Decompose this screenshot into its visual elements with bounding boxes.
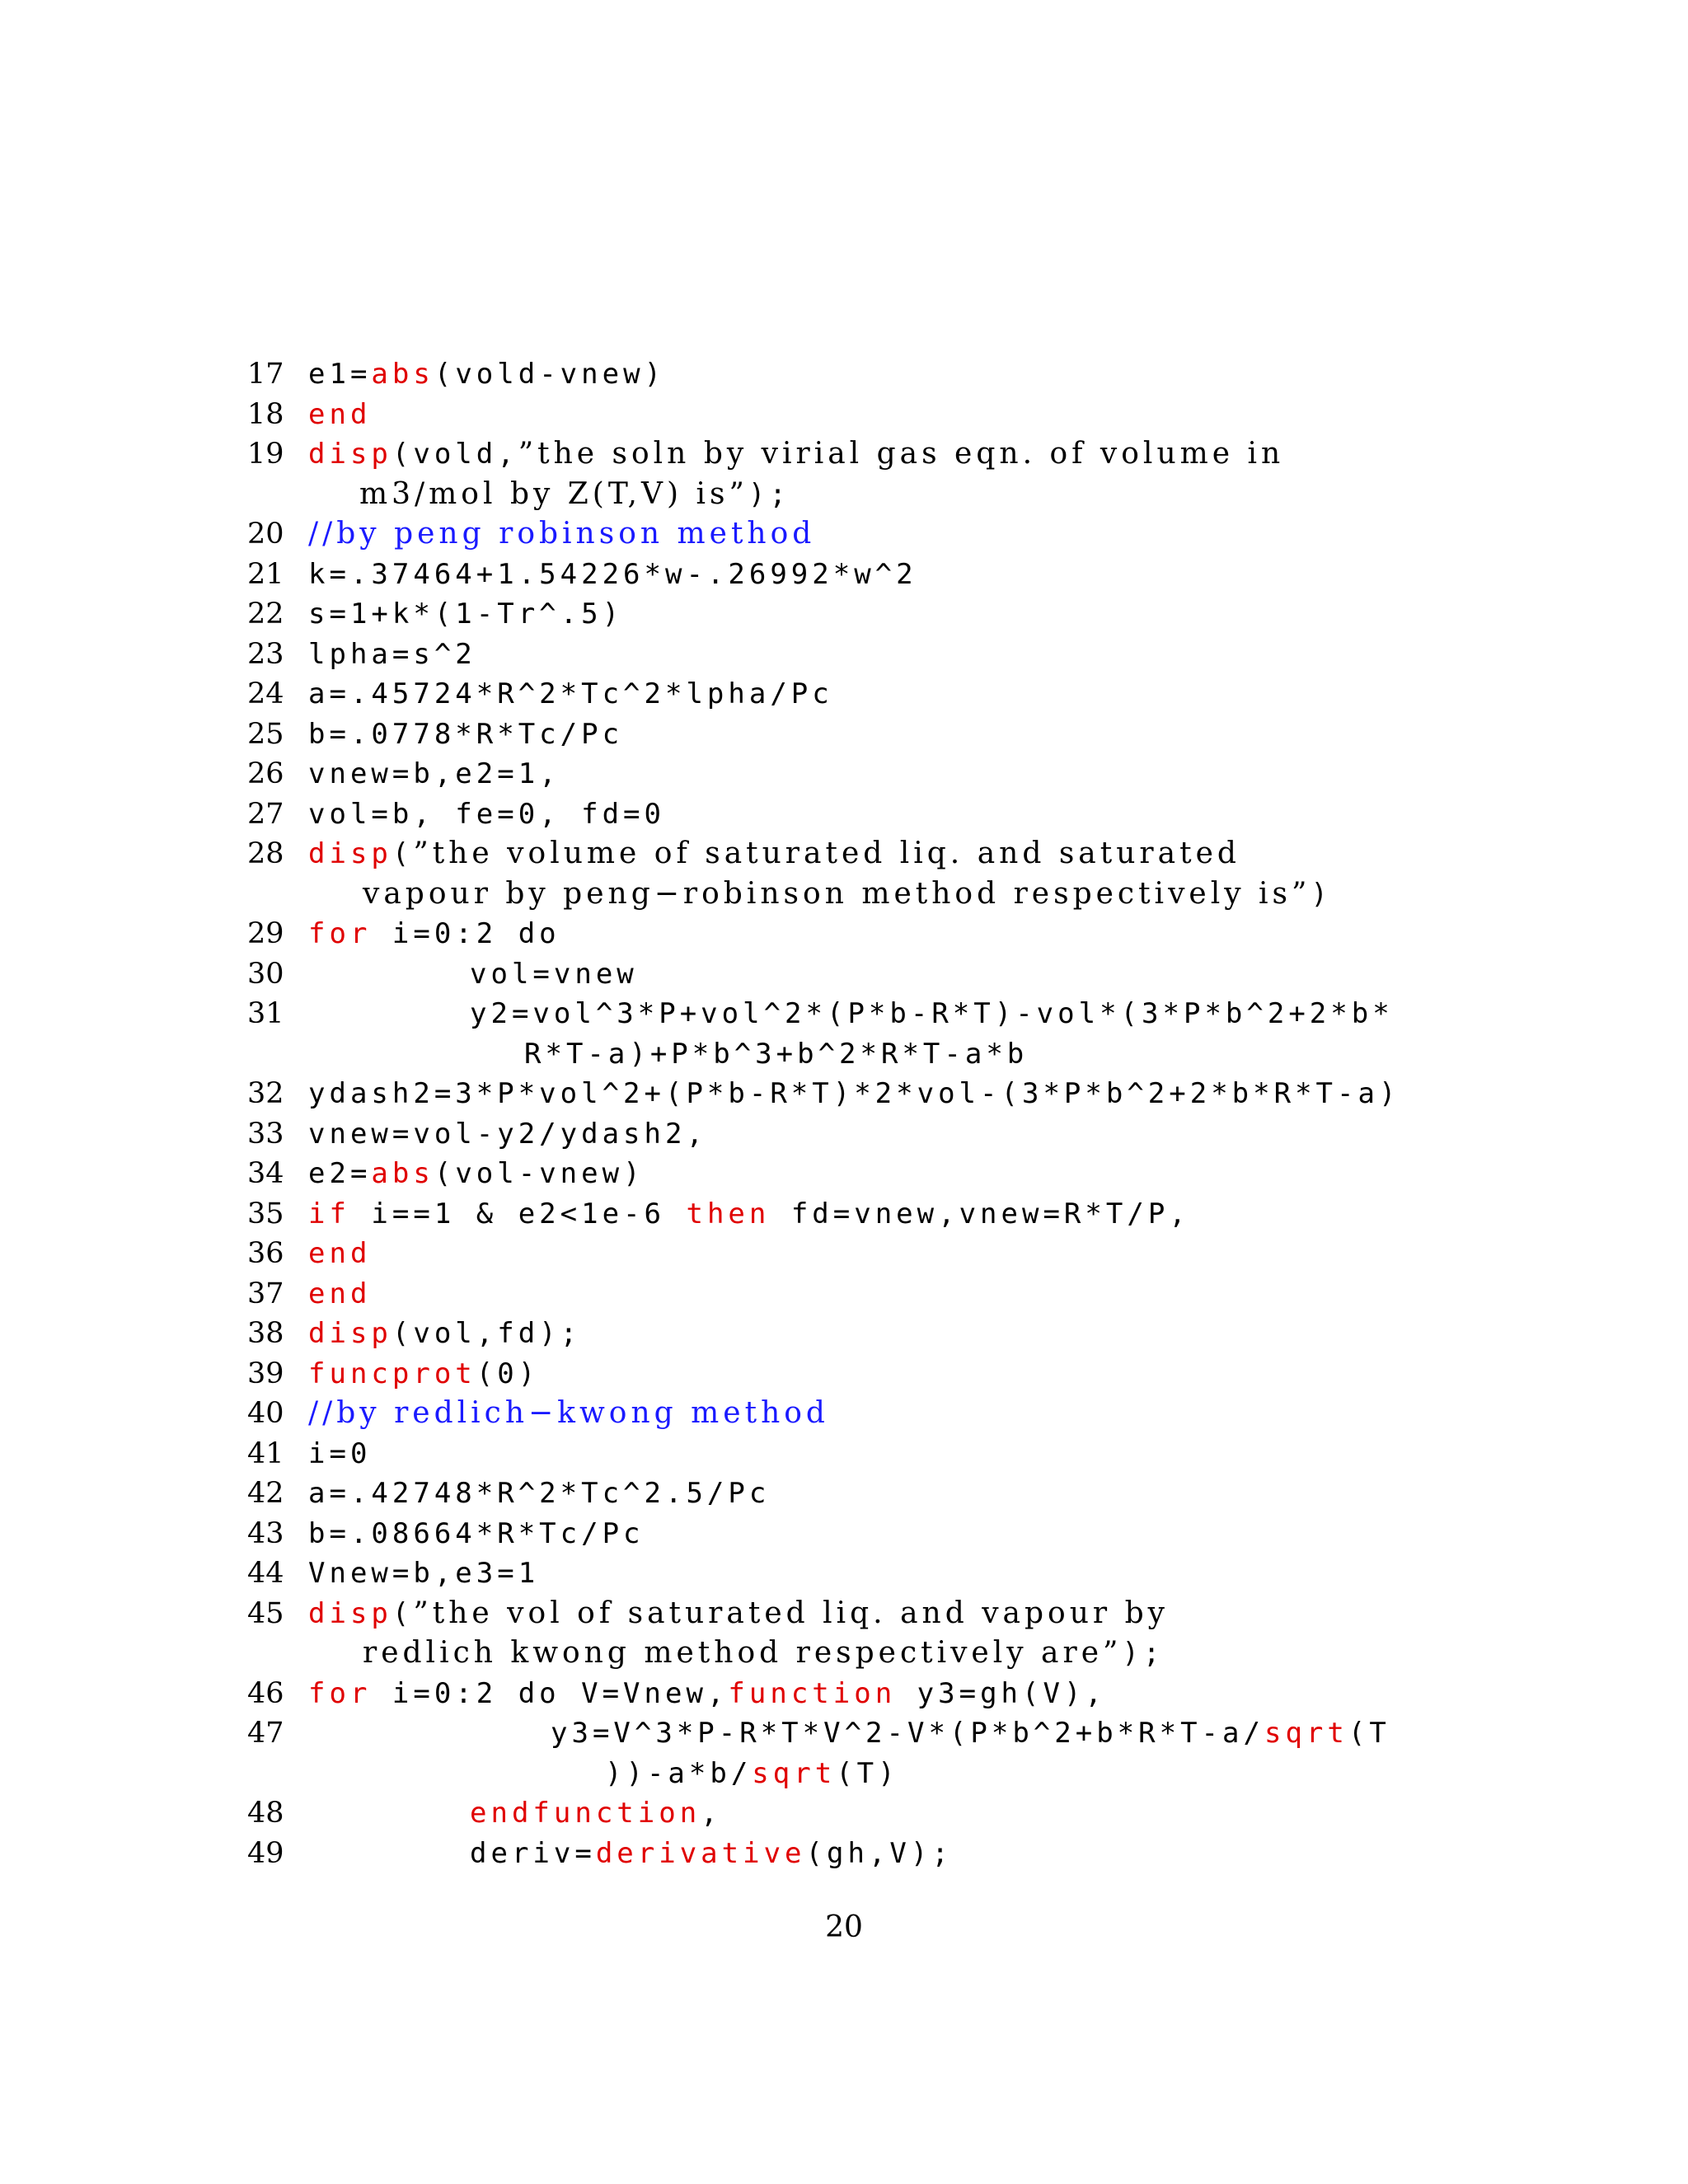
code-text xyxy=(308,1314,581,1354)
code-line-continuation xyxy=(247,1754,1484,1794)
code-text xyxy=(308,1674,1106,1714)
code-token: (T) xyxy=(836,1756,899,1790)
code-text xyxy=(308,1034,1028,1075)
code-line xyxy=(247,594,1484,635)
code-token: k=.37464+1.54226*w-.26992*w^2 xyxy=(308,557,917,591)
code-token: y2=vol^3*P+vol^2*(P*b-R*T)-vol*(3*P*b^2+2*b* xyxy=(470,997,1394,1030)
code-line xyxy=(247,834,1484,874)
code-line xyxy=(247,1793,1484,1834)
code-token: (vol-vnew) xyxy=(434,1157,645,1190)
code-text xyxy=(308,1633,1164,1674)
code-token: (vol,fd); xyxy=(392,1317,582,1350)
code-line xyxy=(247,1594,1484,1634)
code-line xyxy=(247,1554,1484,1594)
keyword-token: for xyxy=(308,917,372,950)
line-number: 39 xyxy=(247,1357,284,1390)
line-number: 49 xyxy=(247,1836,284,1870)
code-line xyxy=(247,1674,1484,1714)
code-text xyxy=(308,834,1240,874)
code-text xyxy=(308,1554,539,1594)
keyword-token: funcprot xyxy=(308,1357,476,1390)
code-text xyxy=(308,594,623,635)
code-token: ( xyxy=(392,837,414,870)
line-number: 21 xyxy=(247,557,284,591)
keyword-token: endfunction xyxy=(470,1797,701,1830)
code-text xyxy=(308,1713,1390,1754)
page-number: 20 xyxy=(825,1910,863,1944)
line-number: 40 xyxy=(247,1397,284,1430)
string-token: ”the volume of saturated liq. and saturated xyxy=(413,837,1240,870)
line-number: 32 xyxy=(247,1077,284,1110)
code-token: i==1 & e2<1e-6 xyxy=(349,1197,687,1230)
code-token: , xyxy=(701,1797,722,1830)
line-number: 47 xyxy=(247,1717,284,1750)
code-token: a=.45724*R^2*Tc^2*lpha/Pc xyxy=(308,677,833,710)
line-number: 20 xyxy=(247,518,284,551)
keyword-token: end xyxy=(308,1277,372,1310)
keyword-token: disp xyxy=(308,438,392,471)
code-text xyxy=(308,1114,707,1155)
code-token: (gh,V); xyxy=(805,1836,953,1870)
code-token: fd=vnew,vnew=R*T/P, xyxy=(770,1197,1190,1230)
code-token: b=.0778*R*Tc/Pc xyxy=(308,717,624,751)
code-text xyxy=(308,954,638,995)
code-text xyxy=(308,1474,770,1514)
code-token: e1= xyxy=(308,358,372,391)
code-text xyxy=(308,1754,899,1794)
code-line xyxy=(247,395,1484,435)
code-text xyxy=(308,475,790,515)
line-number: 37 xyxy=(247,1277,284,1310)
code-token: ); xyxy=(1122,1637,1165,1670)
string-token: ”the vol of saturated liq. and vapour by xyxy=(413,1596,1169,1630)
keyword-token: end xyxy=(308,1237,372,1270)
code-text xyxy=(308,994,1394,1034)
code-line xyxy=(247,1514,1484,1554)
line-number: 26 xyxy=(247,757,284,790)
line-number: 28 xyxy=(247,837,284,870)
code-text xyxy=(308,715,623,755)
keyword-token: disp xyxy=(308,837,392,870)
code-text xyxy=(308,434,1284,475)
code-line xyxy=(247,1234,1484,1274)
line-number: 38 xyxy=(247,1317,284,1350)
line-number: 24 xyxy=(247,677,284,710)
keyword-token: sqrt xyxy=(1264,1717,1348,1750)
line-number: 48 xyxy=(247,1797,284,1830)
code-text xyxy=(308,914,560,954)
keyword-token: derivative xyxy=(595,1836,806,1870)
code-text xyxy=(308,1594,1169,1634)
code-token: (T xyxy=(1348,1717,1390,1750)
line-number: 43 xyxy=(247,1516,284,1550)
code-token: i=0:2 do V=Vnew, xyxy=(371,1676,729,1710)
line-number: 29 xyxy=(247,917,284,950)
code-text xyxy=(308,674,833,715)
code-token: vol=vnew xyxy=(470,957,638,991)
code-line xyxy=(247,1713,1484,1754)
code-text xyxy=(308,1194,1190,1235)
code-token: s=1+k*(1-Tr^.5) xyxy=(308,598,624,630)
code-token: y3=V^3*P-R*T*V^2-V*(P*b^2+b*R*T-a/ xyxy=(551,1717,1264,1750)
code-text xyxy=(308,874,1332,915)
code-line xyxy=(247,514,1484,555)
code-line xyxy=(247,715,1484,755)
code-line xyxy=(247,794,1484,835)
keyword-token: disp xyxy=(308,1596,392,1630)
code-line xyxy=(247,994,1484,1034)
string-token: m3/mol by Z(T,V) is” xyxy=(359,476,748,511)
code-text xyxy=(308,1434,371,1474)
string-token: vapour by peng−robinson method respectively is” xyxy=(363,876,1311,911)
line-number: 25 xyxy=(247,717,284,751)
line-number: 42 xyxy=(247,1477,284,1510)
code-line-continuation xyxy=(247,1633,1484,1674)
line-number: 36 xyxy=(247,1237,284,1270)
code-line xyxy=(247,1354,1484,1394)
code-text xyxy=(308,514,815,555)
string-token: redlich kwong method respectively are” xyxy=(363,1636,1123,1670)
code-text xyxy=(308,1074,1400,1114)
code-text xyxy=(308,1354,539,1394)
code-line xyxy=(247,1114,1484,1155)
code-token: e2= xyxy=(308,1157,372,1190)
keyword-token: disp xyxy=(308,1317,392,1350)
code-text xyxy=(308,1274,371,1315)
code-line xyxy=(247,674,1484,715)
code-line-continuation xyxy=(247,1034,1484,1075)
keyword-token: end xyxy=(308,397,372,431)
code-token: y3=gh(V), xyxy=(896,1676,1106,1710)
code-line xyxy=(247,1394,1484,1434)
keyword-token: sqrt xyxy=(752,1756,837,1790)
code-token: a=.42748*R^2*Tc^2.5/Pc xyxy=(308,1477,771,1510)
keyword-token: for xyxy=(308,1676,372,1710)
code-text xyxy=(308,1793,722,1834)
code-line xyxy=(247,555,1484,595)
code-token: b=.08664*R*Tc/Pc xyxy=(308,1516,645,1550)
comment-token: //by peng robinson method xyxy=(308,517,816,551)
line-number: 27 xyxy=(247,797,284,831)
code-token: vol=b, fe=0, fd=0 xyxy=(308,797,665,831)
code-line xyxy=(247,1474,1484,1514)
line-number: 35 xyxy=(247,1197,284,1230)
code-line-continuation xyxy=(247,874,1484,915)
string-token: ”the soln by virial gas eqn. of volume in xyxy=(518,437,1285,471)
code-text xyxy=(308,1154,645,1194)
comment-token: //by redlich−kwong method xyxy=(308,1396,829,1430)
code-line xyxy=(247,1314,1484,1354)
code-line xyxy=(247,354,1484,395)
code-line xyxy=(247,1434,1484,1474)
code-token: ydash2=3*P*vol^2+(P*b-R*T)*2*vol-(3*P*b^2+2*b*R*T-a) xyxy=(308,1077,1400,1110)
code-text xyxy=(308,1394,829,1434)
code-token: ); xyxy=(748,477,790,511)
line-number: 41 xyxy=(247,1436,284,1470)
line-number: 23 xyxy=(247,637,284,671)
line-number: 30 xyxy=(247,957,284,991)
code-token: (vold-vnew) xyxy=(434,358,666,391)
code-token: ( xyxy=(392,1596,414,1630)
line-number: 31 xyxy=(247,997,284,1030)
code-token: R*T-a)+P*b^3+b^2*R*T-a*b xyxy=(524,1037,1029,1071)
line-number: 17 xyxy=(247,358,284,391)
code-text xyxy=(308,1514,645,1554)
keyword-token: then xyxy=(686,1197,771,1230)
line-number: 34 xyxy=(247,1157,284,1190)
code-line-continuation xyxy=(247,475,1484,515)
code-token: (vold, xyxy=(392,438,518,471)
code-line xyxy=(247,1154,1484,1194)
code-text xyxy=(308,354,665,395)
code-line xyxy=(247,1074,1484,1114)
code-text xyxy=(308,794,665,835)
line-number: 22 xyxy=(247,598,284,630)
code-line xyxy=(247,1194,1484,1235)
code-token: ))-a*b/ xyxy=(605,1756,753,1790)
code-line xyxy=(247,1274,1484,1315)
line-number: 44 xyxy=(247,1557,284,1590)
line-number: 19 xyxy=(247,438,284,471)
code-line xyxy=(247,754,1484,794)
keyword-token: if xyxy=(308,1197,350,1230)
code-line xyxy=(247,914,1484,954)
code-listing xyxy=(247,354,1484,1873)
code-text xyxy=(308,754,560,794)
code-line xyxy=(247,954,1484,995)
code-token: lpha=s^2 xyxy=(308,637,476,671)
code-text xyxy=(308,395,371,435)
code-token: ) xyxy=(1311,877,1332,911)
keyword-token: abs xyxy=(371,1157,434,1190)
line-number: 45 xyxy=(247,1596,284,1630)
code-line xyxy=(247,1834,1484,1874)
code-text xyxy=(308,635,476,675)
line-number: 18 xyxy=(247,397,284,431)
code-line xyxy=(247,434,1484,475)
keyword-token: function xyxy=(728,1676,897,1710)
code-token: i=0 xyxy=(308,1436,372,1470)
keyword-token: abs xyxy=(371,358,434,391)
line-number: 33 xyxy=(247,1117,284,1151)
code-text xyxy=(308,1234,371,1274)
code-token: (0) xyxy=(476,1357,540,1390)
line-number: 46 xyxy=(247,1676,284,1710)
code-text xyxy=(308,1834,953,1874)
code-token: deriv= xyxy=(470,1836,596,1870)
code-token: vnew=vol-y2/ydash2, xyxy=(308,1117,707,1151)
code-text xyxy=(308,555,917,595)
code-token: Vnew=b,e3=1 xyxy=(308,1557,540,1590)
code-token: vnew=b,e2=1, xyxy=(308,757,560,790)
code-token: i=0:2 do xyxy=(371,917,560,950)
code-line xyxy=(247,635,1484,675)
